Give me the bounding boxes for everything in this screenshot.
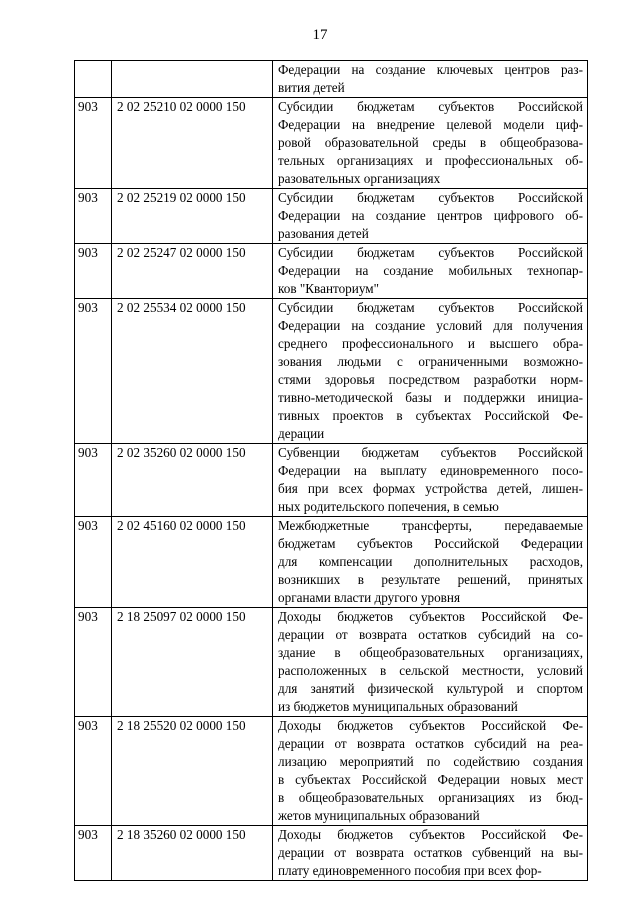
budget-code-cell: 2 02 35260 02 0000 150 bbox=[112, 444, 273, 517]
description-line: для занятий физической культурой и спортом bbox=[278, 681, 583, 696]
table-row bbox=[75, 517, 588, 608]
description-line: вития детей bbox=[278, 80, 345, 95]
description-line: Субсидии бюджетам субъектов Российской bbox=[278, 300, 583, 315]
description-line: в субъектах Российской Федерации новых мест bbox=[278, 772, 583, 787]
description-line: Субсидии бюджетам субъектов Российской bbox=[278, 245, 583, 260]
description-line: Доходы бюджетов субъектов Российской Фе- bbox=[278, 718, 583, 733]
table-row bbox=[75, 444, 588, 517]
budget-classification-table bbox=[74, 60, 588, 881]
description-line: Федерации на создание ключевых центров раз- bbox=[278, 62, 583, 77]
budget-code-cell: 2 18 35260 02 0000 150 bbox=[112, 826, 273, 881]
table-row bbox=[75, 61, 588, 98]
budget-code-cell: 2 02 25247 02 0000 150 bbox=[112, 244, 273, 299]
description-line: Субсидии бюджетам субъектов Российской bbox=[278, 190, 583, 205]
description-line: Федерации на создание центров цифрового об- bbox=[278, 208, 583, 223]
admin-code-cell: 903 bbox=[75, 517, 112, 608]
budget-code-cell: 2 18 25520 02 0000 150 bbox=[112, 717, 273, 826]
description-line: Федерации на создание условий для получения bbox=[278, 318, 583, 333]
description-line: дерации от возврата остатков субсидий на со- bbox=[278, 627, 583, 642]
admin-code-cell: 903 bbox=[75, 244, 112, 299]
description-line: органами власти другого уровня bbox=[278, 590, 461, 605]
table-body bbox=[75, 61, 588, 881]
description-cell bbox=[273, 444, 588, 517]
admin-code-cell: 903 bbox=[75, 608, 112, 717]
description-line: зования людьми с ограниченными возможно- bbox=[278, 354, 583, 369]
description-line: лизацию мероприятий по содействию создания bbox=[278, 754, 583, 769]
description-line: бюджетам субъектов Российской Федерации bbox=[278, 536, 583, 551]
description-line: расположенных в сельской местности, условий bbox=[278, 663, 583, 678]
description-cell bbox=[273, 717, 588, 826]
description-line: здание в общеобразовательных организациях, bbox=[278, 645, 583, 660]
admin-code-cell: 903 bbox=[75, 717, 112, 826]
description-line: ровой образовательной среды в общеобразова- bbox=[278, 135, 583, 150]
description-cell bbox=[273, 299, 588, 444]
table-row bbox=[75, 608, 588, 717]
description-line: Межбюджетные трансферты, передаваемые bbox=[278, 518, 583, 533]
table-row bbox=[75, 244, 588, 299]
description-line: Субсидии бюджетам субъектов Российской bbox=[278, 99, 583, 114]
description-line: плату единовременного пособия при всех фор- bbox=[278, 863, 542, 878]
admin-code-cell: 903 bbox=[75, 299, 112, 444]
admin-code-cell: 903 bbox=[75, 189, 112, 244]
description-line: Федерации на создание мобильных технопар- bbox=[278, 263, 583, 278]
description-line: среднего профессионального и высшего обра- bbox=[278, 336, 583, 351]
admin-code-cell: 903 bbox=[75, 98, 112, 189]
description-line: дерации bbox=[278, 426, 325, 441]
description-line: из бюджетов муниципальных образований bbox=[278, 699, 518, 714]
description-line: тивных проектов в субъектах Российской Фе- bbox=[278, 408, 583, 423]
description-line: разовательных организациях bbox=[278, 171, 441, 186]
budget-code-cell: 2 02 25534 02 0000 150 bbox=[112, 299, 273, 444]
table-row bbox=[75, 717, 588, 826]
description-line: тивно-методической базы и поддержки инициа- bbox=[278, 390, 583, 405]
description-line: стями здоровья посредством разработки норм- bbox=[278, 372, 583, 387]
table-row bbox=[75, 98, 588, 189]
description-cell bbox=[273, 98, 588, 189]
description-cell bbox=[273, 608, 588, 717]
description-line: жетов муниципальных образований bbox=[278, 808, 480, 823]
description-line: разования детей bbox=[278, 226, 369, 241]
description-line: ков "Кванториум" bbox=[278, 281, 379, 296]
description-cell bbox=[273, 517, 588, 608]
description-cell bbox=[273, 244, 588, 299]
budget-code-cell: 2 02 25219 02 0000 150 bbox=[112, 189, 273, 244]
description-cell bbox=[273, 826, 588, 881]
budget-code-cell: 2 02 25210 02 0000 150 bbox=[112, 98, 273, 189]
admin-code-cell bbox=[75, 61, 112, 98]
page-number: 17 bbox=[312, 27, 328, 43]
description-line: в общеобразовательных организациях из бюд- bbox=[278, 790, 583, 805]
description-line: Доходы бюджетов субъектов Российской Фе- bbox=[278, 609, 583, 624]
description-line: возникших в результате решений, принятых bbox=[278, 572, 583, 587]
description-line: Федерации на выплату единовременного посо- bbox=[278, 463, 583, 478]
description-line: ных родительского попечения, в семью bbox=[278, 499, 499, 514]
description-line: бия при всех формах устройства детей, лишен- bbox=[278, 481, 583, 496]
table-row bbox=[75, 299, 588, 444]
description-line: дерации от возврата остатков субсидий на реа- bbox=[278, 736, 583, 751]
table-row bbox=[75, 826, 588, 881]
description-cell bbox=[273, 61, 588, 98]
admin-code-cell: 903 bbox=[75, 826, 112, 881]
description-line: Доходы бюджетов субъектов Российской Фе- bbox=[278, 827, 583, 842]
budget-code-cell bbox=[112, 61, 273, 98]
table-row bbox=[75, 189, 588, 244]
description-line: для компенсации дополнительных расходов, bbox=[278, 554, 583, 569]
description-line: тельных организациях и профессиональных об- bbox=[278, 153, 583, 168]
admin-code-cell: 903 bbox=[75, 444, 112, 517]
description-line: Субвенции бюджетам субъектов Российской bbox=[278, 445, 583, 460]
budget-code-cell: 2 02 45160 02 0000 150 bbox=[112, 517, 273, 608]
description-cell bbox=[273, 189, 588, 244]
description-line: дерации от возврата остатков субвенций на вы- bbox=[278, 845, 583, 860]
description-line: Федерации на внедрение целевой модели циф- bbox=[278, 117, 583, 132]
budget-code-cell: 2 18 25097 02 0000 150 bbox=[112, 608, 273, 717]
